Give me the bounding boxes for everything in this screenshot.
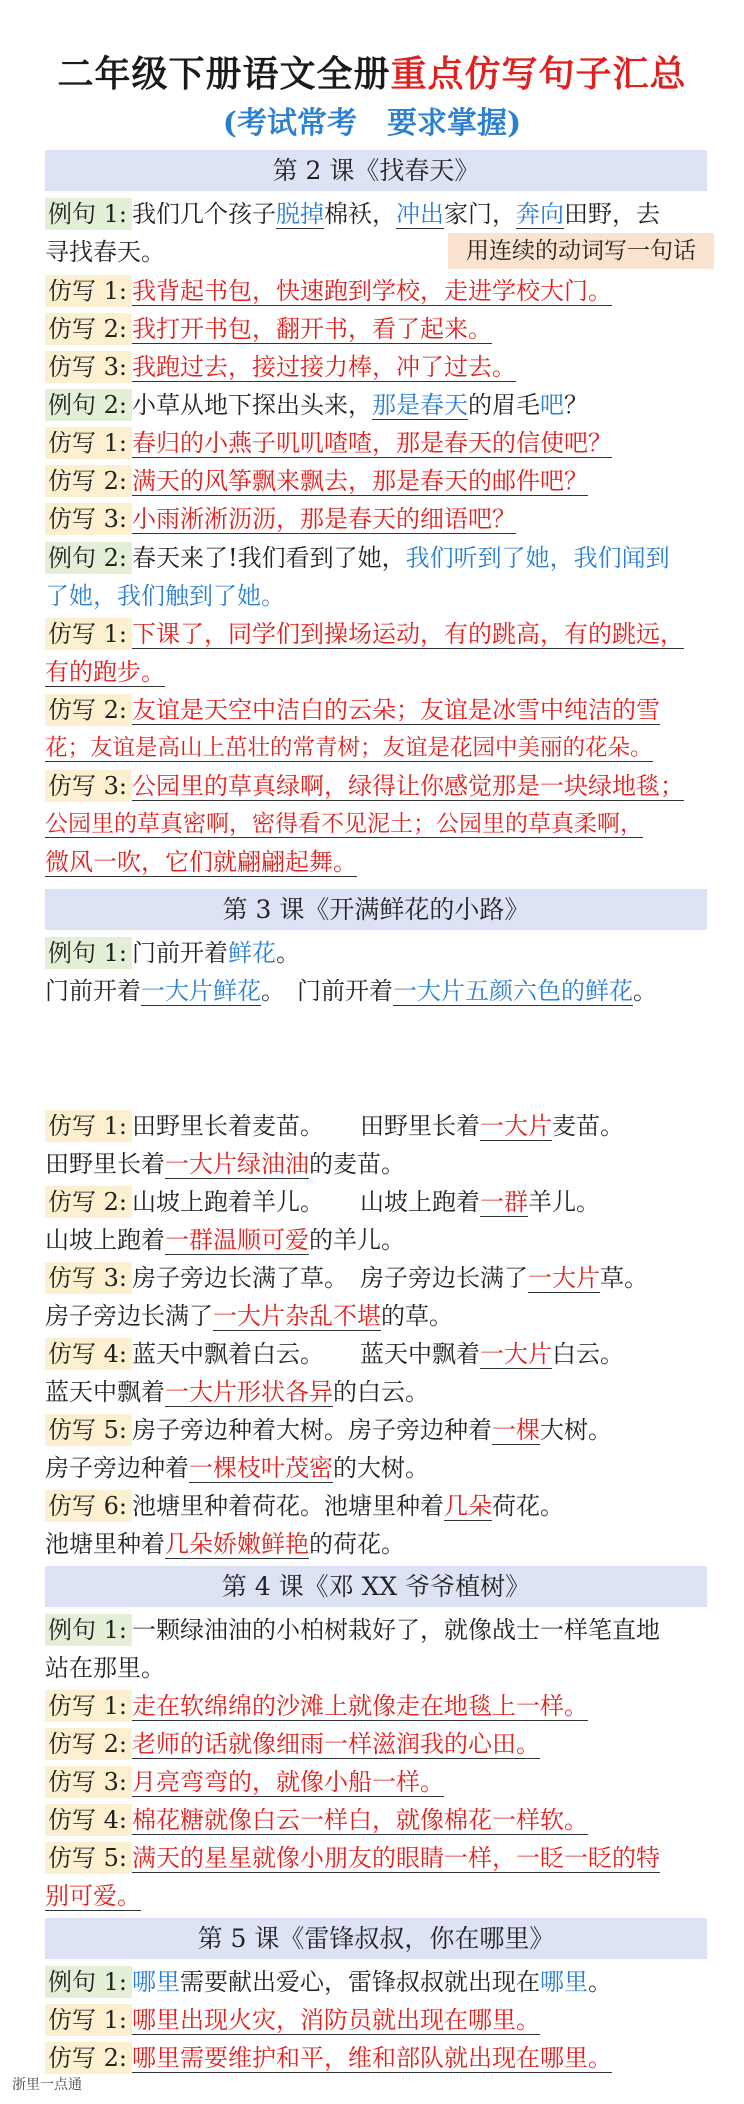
text: 一群温顺可爱	[165, 1226, 309, 1254]
text: 。	[633, 977, 657, 1005]
text: 下课了，同学们到操场运动，有的跳高，有的跳远，	[131, 620, 684, 648]
text: 房子旁边种着大树。房子旁边种着	[131, 1416, 492, 1444]
imitation-tag: 仿写 2:	[45, 694, 132, 726]
l3-imitation-1	[45, 1108, 725, 1144]
text: 小草从地下探出头来，	[131, 391, 372, 419]
text: 草。	[599, 1264, 648, 1292]
text: 春天来了!我们看到了她，	[131, 544, 406, 572]
text: 哪里	[131, 1968, 180, 1996]
text: 一棵	[491, 1416, 540, 1444]
text: 门前开着	[131, 939, 228, 967]
l2-example-1	[45, 196, 725, 232]
text: 麦苗。	[551, 1112, 624, 1140]
text: 公园里的草真绿啊，绿得让你感觉那是一块绿地毯；	[131, 772, 684, 800]
imitation-tag: 仿写 1:	[45, 427, 132, 459]
l4-imitation-1	[45, 1688, 725, 1724]
text: 友谊是天空中洁白的云朵；友谊是冰雪中纯洁的雪	[131, 696, 660, 724]
text: 几朵	[443, 1492, 492, 1520]
text: 房子旁边长满了草。 房子旁边长满了	[131, 1264, 528, 1292]
l5-imitation-1	[45, 2002, 725, 2038]
text: 一大片	[479, 1340, 552, 1368]
l2-example-3-cont: 了她，我们触到了她。	[45, 582, 285, 610]
l3-imitation-1-cont	[45, 1146, 725, 1182]
example-tag: 例句 2:	[45, 389, 132, 421]
title-black-part: 二年级下册语文全册	[57, 53, 391, 95]
text: 白云。	[551, 1340, 624, 1368]
l2-example-2	[45, 387, 725, 423]
l3-example-1-cont	[45, 973, 725, 1009]
imitation-tag: 仿写 3:	[45, 1766, 132, 1798]
l2-example-3	[45, 540, 725, 576]
text: 棉花糖就像白云一样白，就像棉花一样软。	[131, 1806, 588, 1834]
l5-example-1	[45, 1964, 725, 2000]
text: 山坡上跑着羊儿。 山坡上跑着	[131, 1188, 480, 1216]
l2-imitation-3-3-cont	[45, 806, 725, 842]
text: 的麦苗。	[309, 1150, 405, 1178]
text: 小雨淅淅沥沥，那是春天的细语吧？	[131, 505, 516, 533]
l2-imitation-3-3-cont2	[45, 844, 725, 880]
text: 一棵枝叶茂密	[189, 1454, 333, 1482]
l2-imitation-3-3	[45, 768, 725, 804]
imitation-tag: 仿写 2:	[45, 1186, 132, 1218]
text: 一大片绿油油	[165, 1150, 309, 1178]
text: 几朵娇嫩鲜艳	[165, 1530, 309, 1558]
l4-imitation-4	[45, 1802, 725, 1838]
text: 田野，去	[563, 200, 660, 228]
footer-watermark: 浙里一点通	[12, 2077, 82, 2093]
verb: 脱掉	[275, 200, 324, 228]
l2-imitation-1	[45, 273, 725, 309]
l3-imitation-3-cont	[45, 1298, 725, 1334]
l2-imitation-2-1	[45, 425, 725, 461]
imitation-tag: 仿写 1:	[45, 618, 132, 650]
l5-imitation-2	[45, 2040, 725, 2076]
text: 春归的小燕子叽叽喳喳，那是春天的信使吧？	[131, 429, 612, 457]
l2-imitation-2	[45, 311, 725, 347]
imitation-tag: 仿写 3:	[45, 351, 132, 383]
text: 的眉毛	[467, 391, 540, 419]
text: 微风一吹，它们就翩翩起舞。	[45, 848, 357, 876]
text: 哪里需要维护和平，维和部队就出现在哪里。	[131, 2044, 612, 2072]
text: 哪里	[539, 1968, 588, 1996]
text: 一颗绿油油的小柏树栽好了，就像战士一样笔直地	[131, 1616, 660, 1644]
text: 公园里的草真密啊，密得看不见泥土；公园里的草真柔啊，	[45, 811, 643, 837]
text: 田野里长着	[45, 1150, 165, 1178]
text: 一大片形状各异	[165, 1378, 333, 1406]
text: 。	[275, 939, 300, 967]
l4-imitation-3	[45, 1764, 725, 1800]
example-tag: 例句 1:	[45, 1966, 132, 1998]
imitation-tag: 仿写 2:	[45, 465, 132, 497]
l2-imitation-3	[45, 349, 725, 385]
verb: 奔向	[515, 200, 564, 228]
text: 一大片	[527, 1264, 600, 1292]
l3-imitation-2-cont	[45, 1222, 725, 1258]
text: 的荷花。	[309, 1530, 405, 1558]
text: 花；友谊是高山上茁壮的常青树；友谊是花园中美丽的花朵。	[45, 735, 653, 761]
l3-imitation-6	[45, 1488, 725, 1524]
imitation-tag: 仿写 1:	[45, 1110, 132, 1142]
text: 需要献出爱心，雷锋叔叔就出现在	[179, 1968, 540, 1996]
text: 我们听到了她，我们闻到	[405, 544, 670, 572]
l3-imitation-4-cont	[45, 1374, 725, 1410]
text: 一大片五颜六色的鲜花	[393, 977, 633, 1005]
text: 老师的话就像细雨一样滋润我的心田。	[131, 1730, 540, 1758]
text: 。 门前开着	[261, 977, 393, 1005]
text: 一群	[479, 1188, 528, 1216]
lesson-2-heading: 第 2 课《找春天》	[45, 150, 707, 191]
page-subtitle: (考试常考 要求掌握)	[222, 106, 522, 141]
imitation-tag: 仿写 3:	[45, 770, 132, 802]
l2-imitation-2-2	[45, 463, 725, 499]
text: 房子旁边种着	[45, 1454, 189, 1482]
l2-imitation-3-2	[45, 692, 725, 728]
text: 棉袄，	[323, 200, 396, 228]
l3-imitation-2	[45, 1184, 725, 1220]
l3-imitation-4	[45, 1336, 725, 1372]
text: 蓝天中飘着白云。 蓝天中飘着	[131, 1340, 480, 1368]
text: 我跑过去，接过接力棒，冲了过去。	[131, 353, 516, 381]
text: 我打开书包，翻开书，看了起来。	[131, 315, 492, 343]
page-title	[0, 52, 744, 96]
l2-imitation-2-3	[45, 501, 725, 537]
text: 我背起书包，快速跑到学校，走进学校大门。	[131, 277, 612, 305]
text: 房子旁边长满了	[45, 1302, 213, 1330]
imitation-tag: 仿写 1:	[45, 1690, 132, 1722]
title-red-part: 重点仿写句子汇总	[390, 53, 687, 95]
text: ？	[563, 391, 588, 419]
l3-example-1	[45, 935, 725, 971]
imitation-tag: 仿写 3:	[45, 1262, 132, 1294]
example-tag: 例句 1:	[45, 198, 132, 230]
text: 田野里长着麦苗。 田野里长着	[131, 1112, 480, 1140]
l3-imitation-5-cont	[45, 1450, 725, 1486]
text: 羊儿。	[527, 1188, 600, 1216]
example-tag: 例句 1:	[45, 1614, 132, 1646]
text: 我们几个孩子	[131, 200, 276, 228]
text: 鲜花	[227, 939, 276, 967]
tip-box: 用连续的动词写一句话	[448, 233, 714, 269]
imitation-tag: 仿写 5:	[45, 1414, 132, 1446]
l3-imitation-6-cont	[45, 1526, 725, 1562]
text: 一大片鲜花	[141, 977, 261, 1005]
l2-imitation-3-2-cont	[45, 730, 725, 766]
imitation-tag: 仿写 2:	[45, 2042, 132, 2074]
verb: 冲出	[395, 200, 444, 228]
imitation-tag: 仿写 3:	[45, 503, 132, 535]
text: 荷花。	[491, 1492, 564, 1520]
lesson-4-heading: 第 4 课《邓 XX 爷爷植树》	[45, 1566, 707, 1607]
text: 的大树。	[333, 1454, 429, 1482]
text: 月亮弯弯的，就像小船一样。	[131, 1768, 444, 1796]
imitation-tag: 仿写 5:	[45, 1842, 132, 1874]
text: 有的跑步。	[45, 658, 165, 686]
l3-imitation-3	[45, 1260, 725, 1296]
text: 蓝天中飘着	[45, 1378, 165, 1406]
l2-imitation-3-1-cont	[45, 654, 725, 690]
lesson-5-heading: 第 5 课《雷锋叔叔，你在哪里》	[45, 1918, 707, 1959]
text: 的羊儿。	[309, 1226, 405, 1254]
text: 的白云。	[333, 1378, 429, 1406]
text: 大树。	[539, 1416, 612, 1444]
text: 的草。	[381, 1302, 453, 1330]
example-tag: 例句 1:	[45, 937, 132, 969]
example-tag: 例句 2:	[45, 542, 132, 574]
l3-imitation-5	[45, 1412, 725, 1448]
l2-example-1-cont: 寻找春天。	[45, 238, 165, 266]
text: 池塘里种着	[45, 1530, 165, 1558]
l4-imitation-2	[45, 1726, 725, 1762]
text: 家门，	[443, 200, 516, 228]
text: 那是春天	[371, 391, 468, 419]
imitation-tag: 仿写 2:	[45, 1728, 132, 1760]
imitation-tag: 仿写 4:	[45, 1804, 132, 1836]
imitation-tag: 仿写 1:	[45, 275, 132, 307]
text: 哪里出现火灾，消防员就出现在哪里。	[131, 2006, 540, 2034]
text: 满天的星星就像小朋友的眼睛一样，一眨一眨的特	[131, 1844, 660, 1872]
imitation-tag: 仿写 1:	[45, 2004, 132, 2036]
l4-example-1-cont: 站在那里。	[45, 1654, 165, 1682]
imitation-tag: 仿写 6:	[45, 1490, 132, 1522]
l4-imitation-5	[45, 1840, 725, 1876]
text: 别可爱。	[45, 1882, 141, 1910]
lesson-3-heading: 第 3 课《开满鲜花的小路》	[45, 889, 707, 930]
text: 走在软绵绵的沙滩上就像走在地毯上一样。	[131, 1692, 588, 1720]
text: 门前开着	[45, 977, 141, 1005]
text: 山坡上跑着	[45, 1226, 165, 1254]
l4-imitation-5-cont	[45, 1878, 725, 1914]
imitation-tag: 仿写 4:	[45, 1338, 132, 1370]
text: 一大片	[479, 1112, 552, 1140]
text: 一大片杂乱不堪	[213, 1302, 381, 1330]
text: 满天的风筝飘来飘去，那是春天的邮件吧？	[131, 467, 588, 495]
text: 池塘里种着荷花。池塘里种着	[131, 1492, 444, 1520]
text: 。	[587, 1968, 612, 1996]
imitation-tag: 仿写 2:	[45, 313, 132, 345]
l4-example-1	[45, 1612, 725, 1648]
text: 吧	[539, 391, 564, 419]
l2-imitation-3-1	[45, 616, 725, 652]
